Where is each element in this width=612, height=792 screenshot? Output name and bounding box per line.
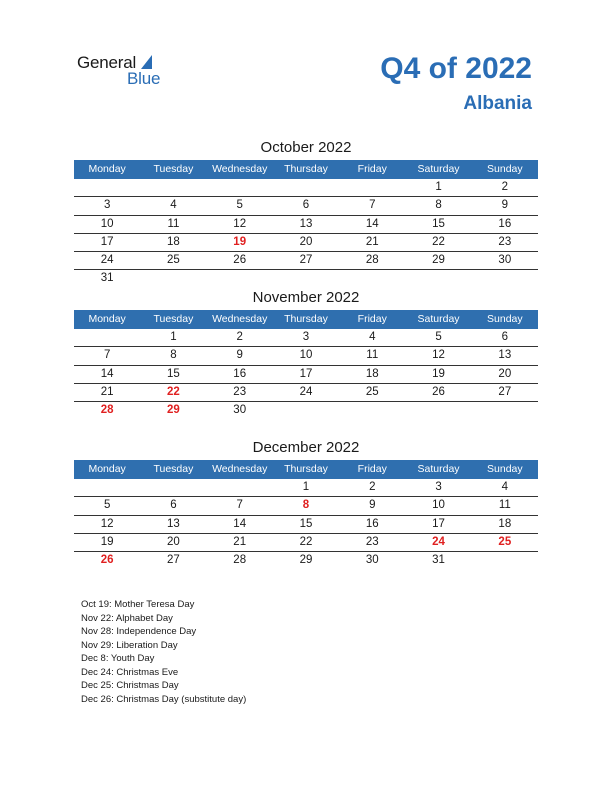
day-cell: 2 — [369, 481, 376, 493]
day-cell: 15 — [432, 217, 445, 230]
weekday-label: Wednesday — [212, 163, 268, 175]
country-name: Albania — [463, 93, 532, 114]
day-cell: 3 — [435, 481, 442, 493]
holiday-list — [81, 598, 246, 706]
day-cell: 26 — [432, 385, 445, 398]
day-cell: 25 — [365, 385, 379, 398]
week-row — [74, 516, 538, 534]
day-cell — [273, 179, 339, 196]
week-row — [74, 534, 538, 552]
week-row — [74, 366, 538, 384]
day-cell: 2 — [501, 181, 509, 193]
day-cell: 20 — [167, 535, 180, 548]
weekday-label: Monday — [88, 463, 126, 475]
day-cell: 8 — [435, 199, 442, 212]
day-cell: 23 — [498, 235, 512, 248]
day-cell: 1 — [435, 181, 442, 193]
day-cell: 9 — [501, 199, 509, 212]
day-cell: 5 — [236, 199, 243, 212]
day-cell — [207, 270, 273, 287]
day-cell: 4 — [501, 481, 509, 493]
week-row — [74, 179, 538, 197]
day-cell: 12 — [432, 349, 445, 362]
weekday-label: Monday — [88, 313, 126, 325]
day-cell: 31 — [100, 272, 114, 285]
day-cell: 17 — [432, 517, 445, 530]
day-cell: 28 — [365, 254, 379, 267]
day-cell: 21 — [100, 385, 114, 398]
weekday-label: Thursday — [284, 163, 328, 175]
holiday-day-cell: 29 — [167, 404, 180, 417]
week-row — [74, 252, 538, 270]
day-cell: 17 — [299, 367, 313, 380]
week-row — [74, 270, 538, 287]
day-cell: 1 — [302, 481, 310, 493]
holiday-item: Dec 24: Christmas Eve — [81, 666, 179, 678]
week-row — [74, 197, 538, 215]
weekday-header — [74, 160, 538, 179]
day-cell: 29 — [432, 254, 445, 267]
day-cell: 14 — [365, 217, 379, 230]
day-cell: 28 — [233, 554, 247, 567]
holiday-item: Nov 29: Liberation Day — [81, 639, 178, 651]
day-cell — [472, 552, 538, 569]
day-cell: 8 — [170, 349, 177, 362]
weekday-label: Thursday — [284, 463, 328, 475]
day-cell: 16 — [365, 517, 379, 530]
holiday-item: Dec 8: Youth Day — [81, 653, 155, 664]
day-cell: 18 — [365, 367, 379, 380]
weekday-header — [74, 310, 538, 329]
day-cell — [405, 270, 471, 287]
day-cell: 18 — [498, 517, 512, 530]
week-row — [74, 234, 538, 252]
day-cell: 30 — [365, 554, 379, 567]
day-cell: 20 — [299, 235, 313, 248]
day-cell — [339, 270, 405, 287]
day-cell: 6 — [501, 331, 509, 343]
week-row — [74, 479, 538, 497]
day-cell — [472, 402, 538, 419]
day-cell: 6 — [170, 499, 177, 512]
day-cell: 4 — [369, 331, 376, 343]
holiday-item: Nov 28: Independence Day — [81, 626, 197, 637]
day-cell: 27 — [167, 554, 180, 567]
day-cell — [273, 402, 339, 419]
weekday-label: Wednesday — [212, 313, 268, 325]
holiday-item: Dec 25: Christmas Day — [81, 680, 179, 691]
day-cell: 18 — [167, 235, 180, 248]
day-cell — [140, 270, 206, 287]
day-cell: 21 — [233, 535, 247, 548]
day-cell: 13 — [167, 517, 180, 530]
weekday-label: Friday — [357, 163, 387, 175]
weekday-label: Sunday — [487, 313, 523, 325]
week-row — [74, 497, 538, 515]
week-row — [74, 216, 538, 234]
logo-text-blue: Blue — [127, 69, 161, 88]
day-cell: 3 — [103, 199, 111, 212]
day-cell: 21 — [365, 235, 379, 248]
weekday-label: Monday — [88, 163, 126, 175]
weekday-header — [74, 460, 538, 479]
logo-triangle-icon — [141, 55, 152, 69]
day-cell: 19 — [100, 535, 114, 548]
month-calendar — [74, 137, 538, 288]
holiday-day-cell: 26 — [100, 554, 114, 567]
week-row — [74, 552, 538, 569]
day-cell: 19 — [432, 367, 445, 380]
day-cell: 9 — [236, 349, 243, 362]
holiday-item: Oct 19: Mother Teresa Day — [81, 599, 195, 610]
holiday-day-cell: 19 — [233, 235, 247, 248]
week-row — [74, 402, 538, 419]
holiday-day-cell: 8 — [302, 499, 310, 512]
day-cell — [207, 479, 273, 496]
day-cell: 13 — [299, 217, 313, 230]
day-cell: 27 — [299, 254, 313, 267]
day-cell: 5 — [435, 331, 442, 343]
day-cell: 27 — [498, 385, 512, 398]
month-title: December 2022 — [252, 439, 360, 456]
weekday-label: Saturday — [417, 313, 460, 325]
day-cell: 22 — [299, 535, 313, 548]
day-cell: 7 — [236, 499, 243, 512]
day-cell — [74, 479, 140, 496]
day-cell: 23 — [233, 385, 247, 398]
holiday-day-cell: 28 — [100, 404, 114, 417]
quarter-title: Q4 of 2022 — [380, 52, 532, 85]
day-cell: 7 — [369, 199, 376, 212]
day-cell: 5 — [103, 499, 111, 512]
day-cell — [140, 179, 206, 196]
day-cell: 10 — [100, 217, 114, 230]
day-cell: 15 — [167, 367, 180, 380]
day-cell: 23 — [365, 535, 379, 548]
day-cell: 22 — [432, 235, 445, 248]
holiday-day-cell: 22 — [167, 385, 180, 398]
day-cell — [74, 329, 140, 346]
holiday-day-cell: 25 — [498, 535, 512, 548]
day-cell: 11 — [498, 499, 511, 512]
day-cell: 3 — [302, 331, 310, 343]
day-cell: 30 — [498, 254, 512, 267]
day-cell: 31 — [432, 554, 445, 567]
holiday-item: Dec 26: Christmas Day (substitute day) — [81, 693, 247, 705]
holiday-item: Nov 22: Alphabet Day — [81, 612, 173, 624]
month-title: November 2022 — [252, 289, 360, 306]
day-cell: 25 — [167, 254, 180, 267]
day-cell: 16 — [233, 367, 247, 380]
day-cell: 17 — [100, 235, 114, 248]
day-cell: 30 — [233, 404, 247, 417]
day-cell: 2 — [236, 331, 243, 343]
weekday-label: Saturday — [417, 463, 460, 475]
day-cell: 24 — [299, 385, 313, 398]
week-row — [74, 384, 538, 402]
generalblue-logo — [77, 53, 177, 87]
day-cell — [140, 479, 206, 496]
month-calendar — [74, 287, 538, 419]
logo-text-general: General — [77, 53, 137, 72]
day-cell — [273, 270, 339, 287]
day-cell — [472, 270, 538, 287]
day-cell: 13 — [498, 349, 512, 362]
day-cell: 11 — [167, 217, 180, 230]
day-cell: 9 — [369, 499, 376, 512]
day-cell: 10 — [432, 499, 445, 512]
day-cell — [339, 179, 405, 196]
weekday-label: Tuesday — [153, 463, 194, 475]
day-cell: 26 — [233, 254, 247, 267]
weekday-label: Tuesday — [153, 313, 194, 325]
weekday-label: Sunday — [487, 463, 523, 475]
month-title: October 2022 — [260, 139, 352, 156]
day-cell — [207, 179, 273, 196]
day-cell — [339, 402, 405, 419]
weekday-label: Sunday — [487, 163, 523, 175]
weekday-label: Saturday — [417, 163, 460, 175]
day-cell — [405, 402, 471, 419]
day-cell: 12 — [233, 217, 247, 230]
day-cell: 7 — [103, 349, 111, 362]
day-cell: 6 — [302, 199, 310, 212]
day-cell: 20 — [498, 367, 512, 380]
day-cell: 12 — [100, 517, 114, 530]
week-row — [74, 329, 538, 347]
weekday-label: Tuesday — [153, 163, 194, 175]
day-cell: 11 — [366, 349, 379, 362]
month-calendar — [74, 437, 538, 569]
day-cell: 16 — [498, 217, 512, 230]
day-cell: 24 — [100, 254, 114, 267]
day-cell — [74, 179, 140, 196]
weekday-label: Thursday — [284, 313, 328, 325]
weekday-label: Friday — [357, 313, 387, 325]
day-cell: 14 — [233, 517, 247, 530]
holiday-day-cell: 24 — [432, 535, 445, 548]
weekday-label: Friday — [357, 463, 387, 475]
day-cell: 10 — [299, 349, 313, 362]
week-row — [74, 347, 538, 365]
weekday-label: Wednesday — [212, 463, 268, 475]
day-cell: 4 — [170, 199, 177, 212]
day-cell: 14 — [100, 367, 114, 380]
day-cell: 1 — [170, 331, 177, 343]
day-cell: 29 — [299, 554, 313, 567]
day-cell: 15 — [299, 517, 313, 530]
